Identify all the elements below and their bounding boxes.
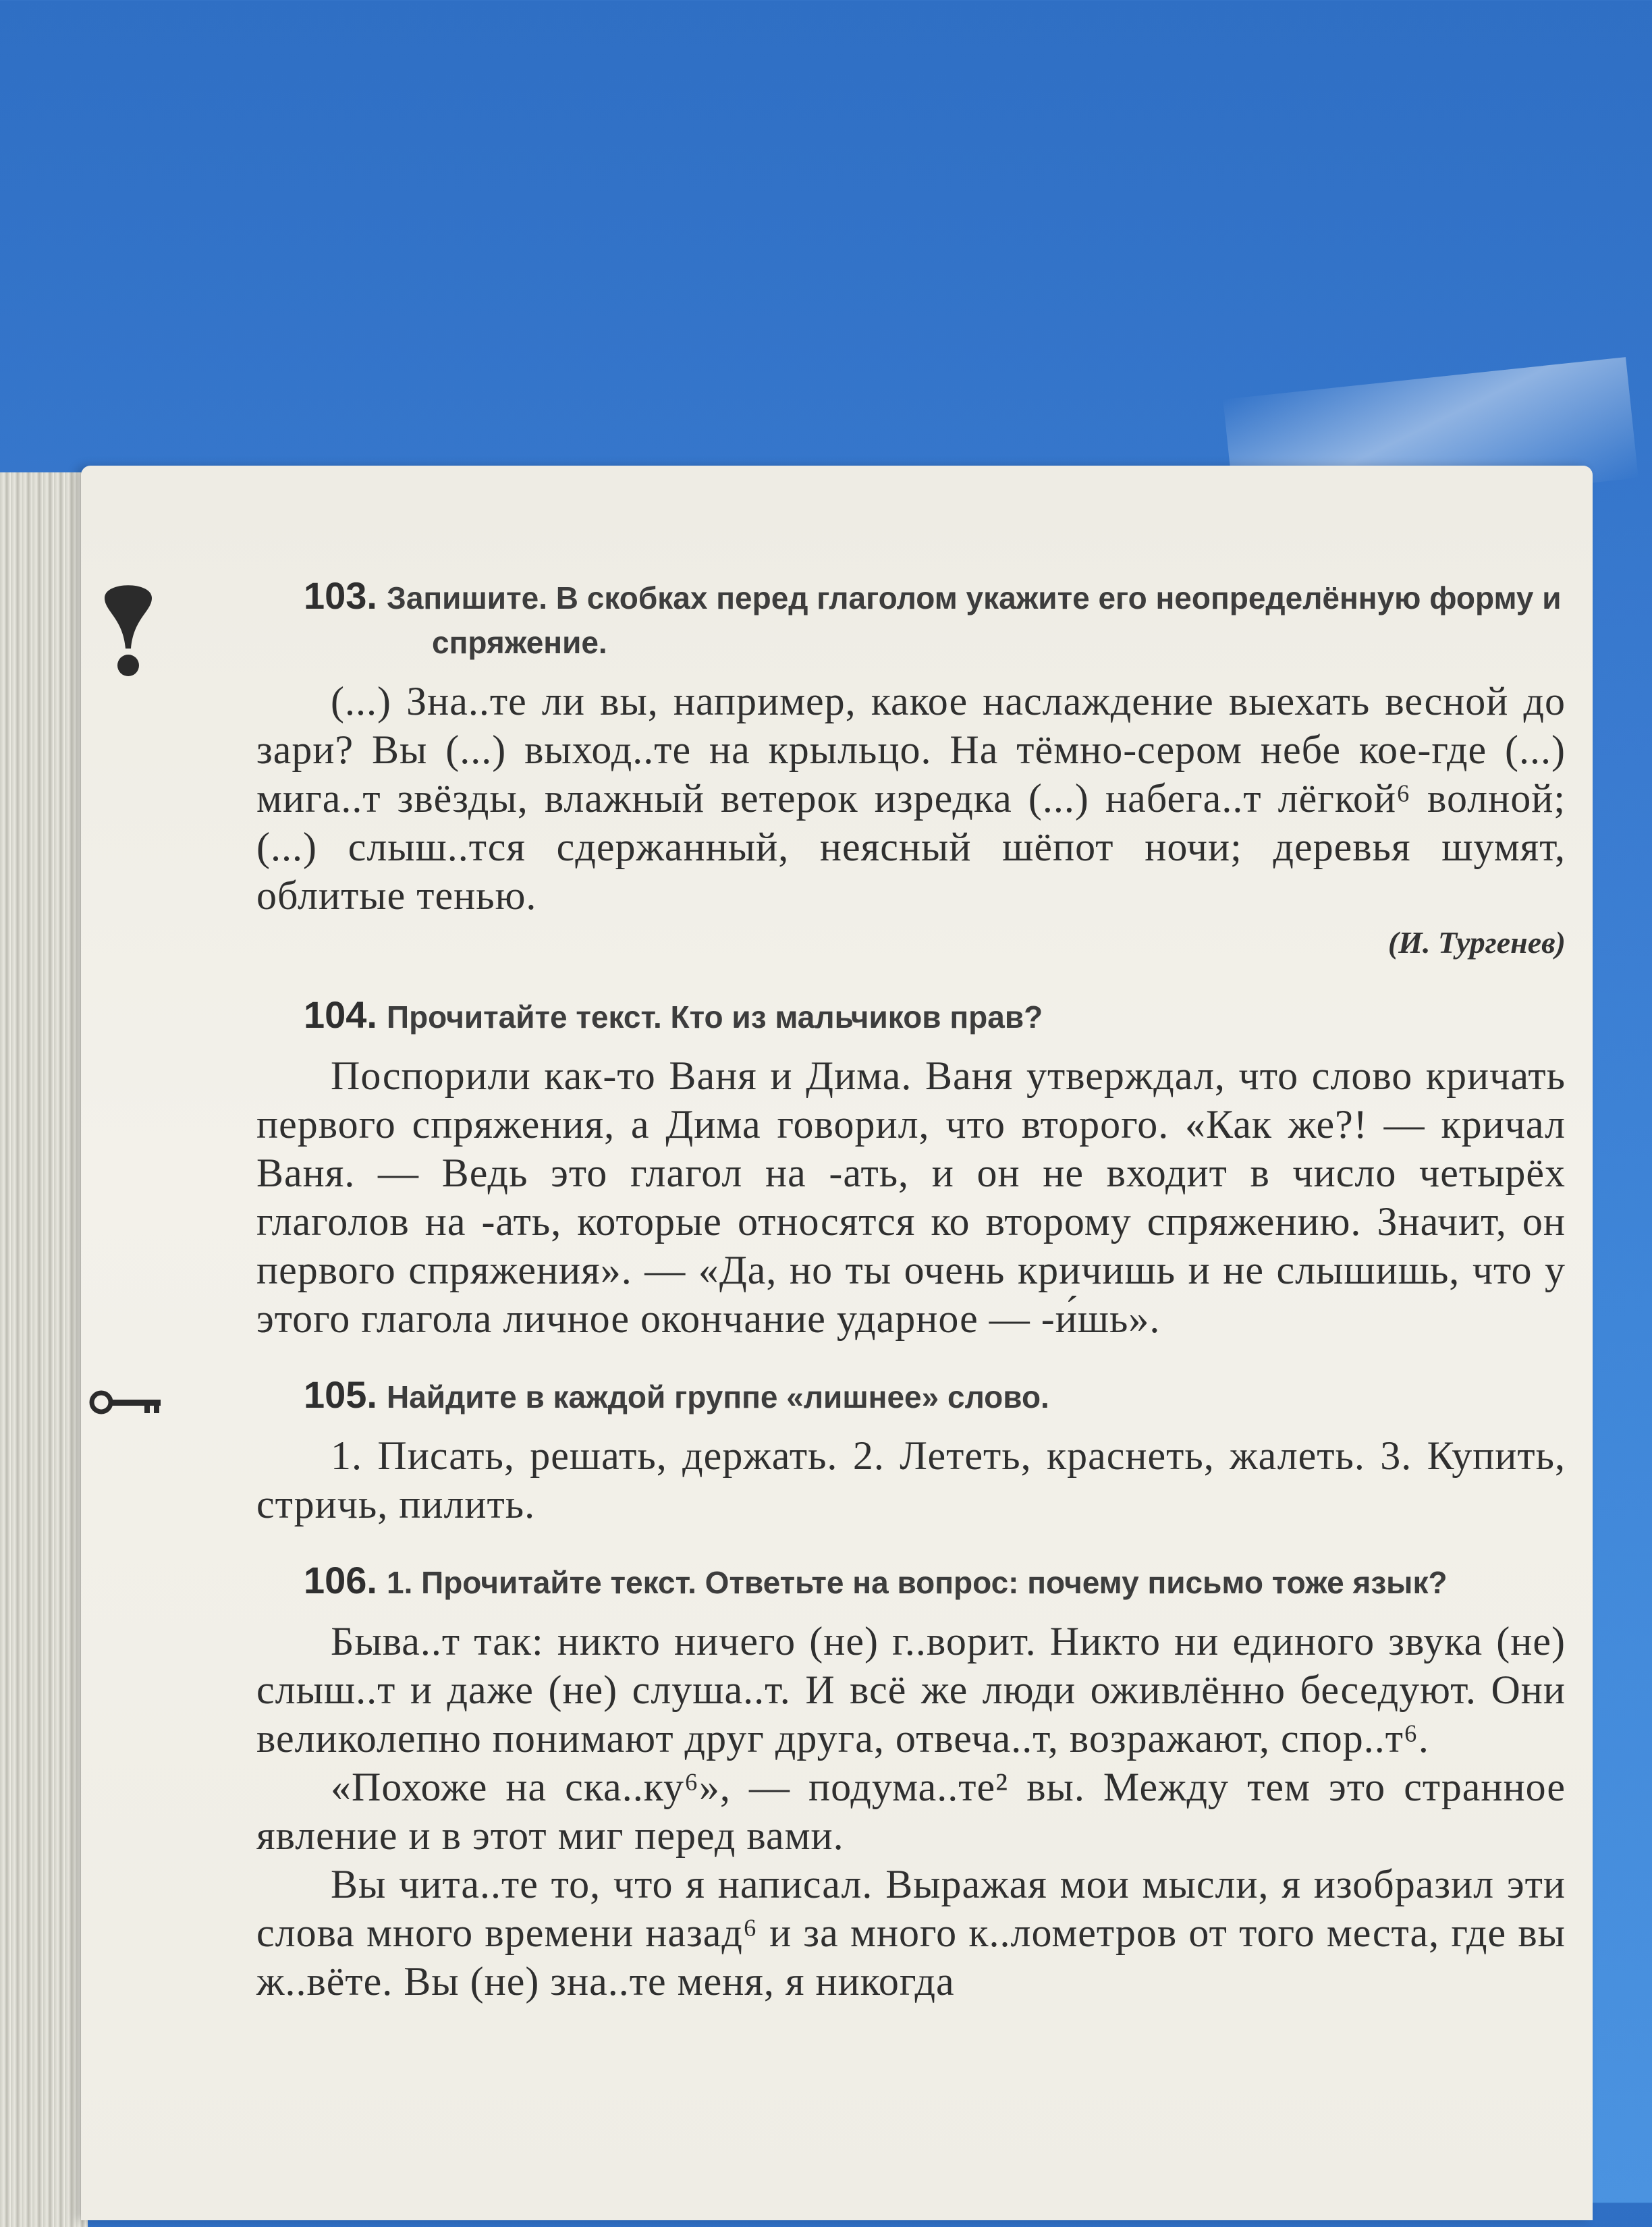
instruction-text: 1. Прочитайте текст. Ответьте на вопрос: почему письмо тоже язык?	[387, 1565, 1448, 1600]
exercise-text	[256, 1051, 1566, 1343]
exercise-number: 103.	[304, 574, 377, 617]
exercise-paragraph: «Похоже на ска..ку⁶», — подума..те² вы. Между тем это странное явление и в этот миг перед вами.	[256, 1765, 1566, 1858]
exercise-103	[175, 574, 1566, 963]
book-page-edges	[0, 472, 88, 2227]
instruction-text: Запишите. В скобках перед глаголом укажите его неопределённую форму и спряжение.	[387, 580, 1562, 660]
page-content	[175, 574, 1566, 2035]
exercise-number: 105.	[304, 1373, 377, 1416]
exercise-instruction	[304, 993, 1566, 1039]
exercise-paragraph: 1. Писать, решать, держать. 2. Лететь, краснеть, жалеть. 3. Купить, стричь, пилить.	[256, 1433, 1566, 1527]
exercise-106	[175, 1558, 1566, 2006]
author-attribution: (И. Тургенев)	[1387, 925, 1566, 960]
exercise-104	[175, 993, 1566, 1343]
exercise-instruction	[304, 574, 1566, 665]
exercise-text	[256, 1431, 1566, 1529]
exclamation-marker-icon	[101, 578, 155, 679]
instruction-text: Найдите в каждой группе «лишнее» слово.	[387, 1379, 1049, 1414]
exercise-paragraph: (...) Зна..те ли вы, например, какое наслаждение выехать весной до зари? Вы (...) выход..те на крыльцо. На тёмно-сером небе кое-где (...) мига..т звёзды, влажный ветерок изредка (...) набега..т лёгкой⁶ волной; (...) слыш..тся сдержанный, неясный шёпот ночи; деревья шумят, облитые тенью.	[256, 679, 1566, 918]
exercise-paragraph: Вы чита..те то, что я написал. Выражая мои мысли, я изобразил эти слова много времени назад⁶ и за много к..лометров от того места, где вы ж..вёте. Вы (не) зна..те меня, я никогда	[256, 1862, 1566, 2004]
exercise-paragraph: Быва..т так: никто ничего (не) г..ворит. Никто ни единого звука (не) слыш..т и даже (не) слуша..т. И всё же люди оживлённо беседуют. Они великолепно понимают друг друга, отвеча..т, возражают, спор..т⁶.	[256, 1619, 1566, 1761]
exercise-instruction	[304, 1373, 1566, 1419]
exercise-text	[256, 677, 1566, 920]
instruction-text: Прочитайте текст. Кто из мальчиков прав?	[387, 999, 1043, 1035]
exercise-text	[256, 1617, 1566, 2006]
exercise-paragraph: Поспорили как-то Ваня и Дима. Ваня утверждал, что слово кричать первого спряжения, а Дима говорил, что второго. «Как же?! — кричал Ваня. — Ведь это глагол на -ать, и он не входит в число четырёх глаголов на -ать, которые относятся ко второму спряжению. Значит, он первого спряжения». — «Да, но ты очень кричишь и не слышишь, что у этого глагола личное окончание ударное — -и́шь».	[256, 1053, 1566, 1341]
exercise-number: 104.	[304, 993, 377, 1036]
exercise-number: 106.	[304, 1559, 377, 1601]
exercise-instruction	[304, 1558, 1566, 1605]
exercise-105	[175, 1373, 1566, 1529]
key-icon	[89, 1389, 163, 1416]
